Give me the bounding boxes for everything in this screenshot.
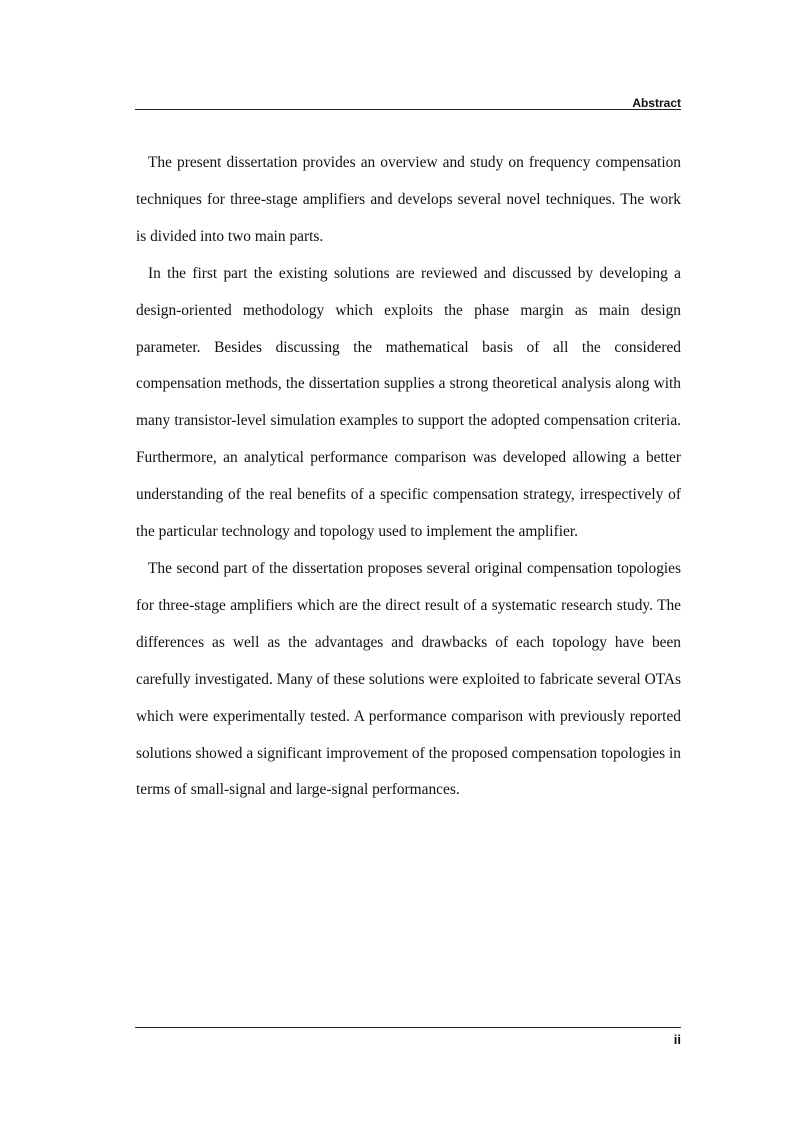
abstract-body — [136, 145, 681, 809]
page-footer — [135, 1027, 681, 1049]
page-number: ii — [673, 1032, 681, 1047]
abstract-paragraph-3: The second part of the dissertation proposes several original compensation topologies for three-stage amplifiers which are the direct result of a systematic research study. The differences as well as the advantages and drawbacks of each topology have been carefully investigated. Many of these solutions were exploited to fabricate several OTAs which were experimentally tested. A performance comparison with previously reported solutions showed a significant improvement of the proposed compensation topologies in terms of small-signal and large-signal performances. — [136, 559, 681, 799]
abstract-paragraph-1: The present dissertation provides an overview and study on frequency compensation techniques for three-stage amplifiers and develops several novel techniques. The work is divided into two main parts. — [136, 154, 681, 245]
header-title: Abstract — [632, 96, 681, 110]
abstract-paragraph-2: In the first part the existing solutions are reviewed and discussed by developing a design-oriented methodology which exploits the phase margin as main design parameter. Besides discussing the mathematical basis of all the considered compensation methods, the dissertation supplies a strong theoretical analysis along with many transistor-level simulation examples to support the adopted compensation criteria. Furthermore, an analytical performance comparison was developed allowing a better understanding of the real benefits of a specific compensation strategy, irrespectively of the particular technology and topology used to implement the amplifier. — [136, 264, 681, 541]
page-header — [135, 93, 681, 110]
